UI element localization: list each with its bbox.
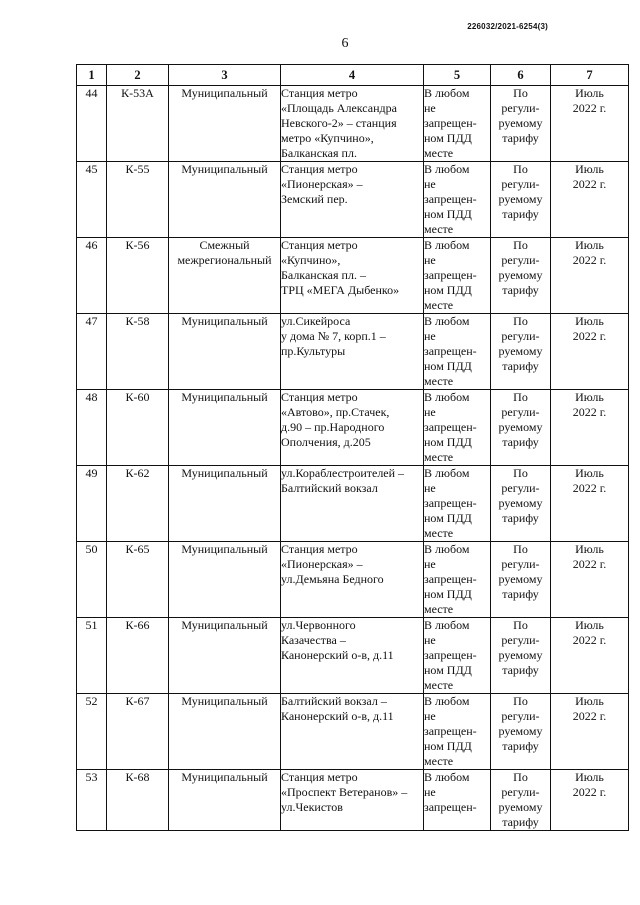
row-number-cell: 52	[77, 694, 107, 770]
route-path-cell	[281, 466, 424, 542]
cell-text-line: Станция метро	[281, 390, 358, 404]
cell-text-line: запрещен-	[424, 192, 477, 206]
route-path-cell	[281, 542, 424, 618]
cell-text-line: Балканская пл.	[281, 146, 357, 160]
cell-text-line: В любом	[424, 694, 470, 708]
cell-text-line: ном ПДД	[424, 283, 472, 297]
boarding-rule-cell	[424, 86, 491, 162]
route-type-cell	[169, 542, 281, 618]
cell-text-line: тарифу	[502, 663, 539, 677]
cell-text-line: 2022 г.	[572, 557, 607, 571]
cell-text-line: не	[424, 101, 436, 115]
cell-text-line: не	[424, 557, 436, 571]
start-date-cell	[551, 694, 629, 770]
cell-text-line: В любом	[424, 542, 470, 556]
cell-text-line: пр.Культуры	[281, 344, 346, 358]
cell-text-line: запрещен-	[424, 268, 477, 282]
cell-text-line: месте	[424, 602, 454, 616]
row-number-cell: 45	[77, 162, 107, 238]
route-number-cell: К-58	[107, 314, 169, 390]
table-row	[77, 466, 629, 542]
route-number-cell: К-56	[107, 238, 169, 314]
boarding-rule-cell	[424, 466, 491, 542]
cell-text-line: Муниципальный	[181, 466, 268, 480]
routes-table	[76, 64, 629, 831]
cell-text-line: Станция метро	[281, 238, 358, 252]
cell-text-line: тарифу	[502, 435, 539, 449]
table-header-row	[77, 65, 629, 86]
tariff-cell	[491, 162, 551, 238]
route-path-cell	[281, 314, 424, 390]
cell-text-line: Июль	[575, 618, 604, 632]
cell-text-line: Станция метро	[281, 86, 358, 100]
cell-text-line: руемому	[498, 496, 543, 510]
cell-text-line: месте	[424, 678, 454, 692]
cell-text-line: Канонерский о-в, д.11	[281, 709, 394, 723]
cell-text-line: не	[424, 177, 436, 191]
cell-text-line: регули-	[501, 557, 540, 571]
page-number: 6	[341, 36, 349, 51]
start-date-cell	[551, 542, 629, 618]
cell-text-line: тарифу	[502, 131, 539, 145]
cell-text-line: «Площадь Александра	[281, 101, 397, 115]
route-type-cell	[169, 770, 281, 831]
cell-text-line: Станция метро	[281, 770, 358, 784]
start-date-cell	[551, 466, 629, 542]
cell-text-line: месте	[424, 450, 454, 464]
cell-text-line: 2022 г.	[572, 177, 607, 191]
cell-text-line: По	[513, 86, 528, 100]
boarding-rule-cell	[424, 390, 491, 466]
cell-text-line: По	[513, 466, 528, 480]
cell-text-line: регули-	[501, 481, 540, 495]
cell-text-line: запрещен-	[424, 800, 477, 814]
route-type-cell	[169, 314, 281, 390]
route-type-cell	[169, 390, 281, 466]
row-number-cell: 44	[77, 86, 107, 162]
cell-text-line: ул.Червонного	[281, 618, 356, 632]
cell-text-line: регули-	[501, 405, 540, 419]
cell-text-line: руемому	[498, 420, 543, 434]
cell-text-line: тарифу	[502, 207, 539, 221]
start-date-cell	[551, 162, 629, 238]
cell-text-line: По	[513, 390, 528, 404]
cell-text-line: По	[513, 770, 528, 784]
column-header: 7	[551, 65, 629, 86]
cell-text-line: регули-	[501, 633, 540, 647]
cell-text-line: запрещен-	[424, 724, 477, 738]
route-number-cell: К-66	[107, 618, 169, 694]
cell-text-line: д.90 – пр.Народного	[281, 420, 385, 434]
route-number-cell: К-68	[107, 770, 169, 831]
cell-text-line: По	[513, 238, 528, 252]
document-registration-code: 226032/2021-6254(3)	[467, 22, 548, 31]
table-row	[77, 770, 629, 831]
column-header: 6	[491, 65, 551, 86]
table-row	[77, 542, 629, 618]
cell-text-line: ном ПДД	[424, 131, 472, 145]
cell-text-line: Станция метро	[281, 542, 358, 556]
cell-text-line: руемому	[498, 192, 543, 206]
tariff-cell	[491, 86, 551, 162]
table-row	[77, 618, 629, 694]
cell-text-line: месте	[424, 754, 454, 768]
row-number-cell: 47	[77, 314, 107, 390]
cell-text-line: месте	[424, 374, 454, 388]
boarding-rule-cell	[424, 238, 491, 314]
route-type-cell	[169, 618, 281, 694]
tariff-cell	[491, 238, 551, 314]
cell-text-line: руемому	[498, 648, 543, 662]
cell-text-line: не	[424, 405, 436, 419]
cell-text-line: межрегиональный	[177, 253, 272, 267]
cell-text-line: ном ПДД	[424, 435, 472, 449]
cell-text-line: месте	[424, 526, 454, 540]
cell-text-line: тарифу	[502, 739, 539, 753]
cell-text-line: 2022 г.	[572, 101, 607, 115]
cell-text-line: руемому	[498, 116, 543, 130]
cell-text-line: Балтийский вокзал	[281, 481, 378, 495]
row-number-cell: 53	[77, 770, 107, 831]
boarding-rule-cell	[424, 618, 491, 694]
cell-text-line: 2022 г.	[572, 329, 607, 343]
cell-text-line: регули-	[501, 253, 540, 267]
route-path-cell	[281, 770, 424, 831]
cell-text-line: ном ПДД	[424, 207, 472, 221]
cell-text-line: Июль	[575, 542, 604, 556]
table-row	[77, 238, 629, 314]
cell-text-line: Балтийский вокзал –	[281, 694, 387, 708]
cell-text-line: регули-	[501, 785, 540, 799]
cell-text-line: Муниципальный	[181, 390, 268, 404]
tariff-cell	[491, 618, 551, 694]
boarding-rule-cell	[424, 694, 491, 770]
route-type-cell	[169, 694, 281, 770]
table-body	[77, 86, 629, 831]
start-date-cell	[551, 770, 629, 831]
boarding-rule-cell	[424, 162, 491, 238]
cell-text-line: В любом	[424, 162, 470, 176]
cell-text-line: Казачества –	[281, 633, 346, 647]
route-number-cell: К-62	[107, 466, 169, 542]
cell-text-line: не	[424, 785, 436, 799]
row-number-cell: 46	[77, 238, 107, 314]
start-date-cell	[551, 314, 629, 390]
route-number-cell: К-67	[107, 694, 169, 770]
cell-text-line: «Пионерская» –	[281, 557, 363, 571]
cell-text-line: Июль	[575, 314, 604, 328]
cell-text-line: регули-	[501, 709, 540, 723]
cell-text-line: Балканская пл. –	[281, 268, 366, 282]
route-path-cell	[281, 390, 424, 466]
cell-text-line: регули-	[501, 329, 540, 343]
cell-text-line: ном ПДД	[424, 739, 472, 753]
cell-text-line: По	[513, 542, 528, 556]
cell-text-line: регули-	[501, 177, 540, 191]
route-path-cell	[281, 86, 424, 162]
cell-text-line: 2022 г.	[572, 253, 607, 267]
cell-text-line: В любом	[424, 314, 470, 328]
cell-text-line: метро «Купчино»,	[281, 131, 374, 145]
cell-text-line: 2022 г.	[572, 405, 607, 419]
cell-text-line: Муниципальный	[181, 162, 268, 176]
cell-text-line: ул.Кораблестроителей –	[281, 466, 405, 480]
column-header: 5	[424, 65, 491, 86]
cell-text-line: 2022 г.	[572, 481, 607, 495]
route-path-cell	[281, 618, 424, 694]
cell-text-line: руемому	[498, 724, 543, 738]
table-row	[77, 694, 629, 770]
cell-text-line: месте	[424, 298, 454, 312]
table-row	[77, 162, 629, 238]
cell-text-line: По	[513, 314, 528, 328]
column-header: 4	[281, 65, 424, 86]
cell-text-line: В любом	[424, 618, 470, 632]
cell-text-line: 2022 г.	[572, 709, 607, 723]
tariff-cell	[491, 542, 551, 618]
tariff-cell	[491, 466, 551, 542]
cell-text-line: ул.Сикейроса	[281, 314, 351, 328]
route-path-cell	[281, 238, 424, 314]
cell-text-line: По	[513, 618, 528, 632]
cell-text-line: тарифу	[502, 511, 539, 525]
cell-text-line: Муниципальный	[181, 314, 268, 328]
route-type-cell	[169, 86, 281, 162]
cell-text-line: не	[424, 633, 436, 647]
cell-text-line: руемому	[498, 344, 543, 358]
cell-text-line: запрещен-	[424, 648, 477, 662]
cell-text-line: руемому	[498, 572, 543, 586]
cell-text-line: регули-	[501, 101, 540, 115]
cell-text-line: не	[424, 329, 436, 343]
table-row	[77, 390, 629, 466]
cell-text-line: тарифу	[502, 359, 539, 373]
route-type-cell	[169, 238, 281, 314]
boarding-rule-cell	[424, 770, 491, 831]
route-path-cell	[281, 694, 424, 770]
cell-text-line: 2022 г.	[572, 785, 607, 799]
table-row	[77, 314, 629, 390]
cell-text-line: В любом	[424, 770, 470, 784]
cell-text-line: запрещен-	[424, 344, 477, 358]
tariff-cell	[491, 770, 551, 831]
cell-text-line: В любом	[424, 86, 470, 100]
cell-text-line: Невского-2» – станция	[281, 116, 397, 130]
cell-text-line: В любом	[424, 390, 470, 404]
cell-text-line: Июль	[575, 162, 604, 176]
row-number-cell: 49	[77, 466, 107, 542]
column-header: 1	[77, 65, 107, 86]
cell-text-line: ул.Чекистов	[281, 800, 343, 814]
cell-text-line: «Пионерская» –	[281, 177, 363, 191]
route-path-cell	[281, 162, 424, 238]
cell-text-line: Муниципальный	[181, 86, 268, 100]
start-date-cell	[551, 86, 629, 162]
tariff-cell	[491, 314, 551, 390]
cell-text-line: Канонерский о-в, д.11	[281, 648, 394, 662]
cell-text-line: ном ПДД	[424, 587, 472, 601]
cell-text-line: не	[424, 253, 436, 267]
route-type-cell	[169, 466, 281, 542]
cell-text-line: ТРЦ «МЕГА Дыбенко»	[281, 283, 400, 297]
start-date-cell	[551, 618, 629, 694]
cell-text-line: не	[424, 481, 436, 495]
cell-text-line: «Проспект Ветеранов» –	[281, 785, 408, 799]
cell-text-line: «Автово», пр.Стачек,	[281, 405, 390, 419]
cell-text-line: Июль	[575, 466, 604, 480]
table-row	[77, 86, 629, 162]
cell-text-line: Муниципальный	[181, 694, 268, 708]
cell-text-line: Июль	[575, 694, 604, 708]
cell-text-line: у дома № 7, корп.1 –	[281, 329, 386, 343]
route-number-cell: К-65	[107, 542, 169, 618]
cell-text-line: Июль	[575, 770, 604, 784]
row-number-cell: 51	[77, 618, 107, 694]
cell-text-line: В любом	[424, 466, 470, 480]
column-header: 2	[107, 65, 169, 86]
cell-text-line: Муниципальный	[181, 770, 268, 784]
cell-text-line: тарифу	[502, 587, 539, 601]
cell-text-line: Июль	[575, 390, 604, 404]
cell-text-line: руемому	[498, 268, 543, 282]
cell-text-line: месте	[424, 146, 454, 160]
row-number-cell: 48	[77, 390, 107, 466]
cell-text-line: Июль	[575, 238, 604, 252]
start-date-cell	[551, 390, 629, 466]
cell-text-line: Июль	[575, 86, 604, 100]
cell-text-line: В любом	[424, 238, 470, 252]
boarding-rule-cell	[424, 314, 491, 390]
cell-text-line: Земский пер.	[281, 192, 348, 206]
cell-text-line: запрещен-	[424, 420, 477, 434]
cell-text-line: Муниципальный	[181, 618, 268, 632]
route-number-cell: К-53А	[107, 86, 169, 162]
column-header: 3	[169, 65, 281, 86]
cell-text-line: ном ПДД	[424, 663, 472, 677]
cell-text-line: По	[513, 162, 528, 176]
start-date-cell	[551, 238, 629, 314]
cell-text-line: Станция метро	[281, 162, 358, 176]
route-number-cell: К-55	[107, 162, 169, 238]
cell-text-line: 2022 г.	[572, 633, 607, 647]
cell-text-line: Ополчения, д.205	[281, 435, 371, 449]
cell-text-line: «Купчино»,	[281, 253, 341, 267]
row-number-cell: 50	[77, 542, 107, 618]
cell-text-line: Смежный	[199, 238, 250, 252]
boarding-rule-cell	[424, 542, 491, 618]
cell-text-line: запрещен-	[424, 116, 477, 130]
cell-text-line: месте	[424, 222, 454, 236]
cell-text-line: ном ПДД	[424, 511, 472, 525]
tariff-cell	[491, 390, 551, 466]
cell-text-line: тарифу	[502, 283, 539, 297]
tariff-cell	[491, 694, 551, 770]
cell-text-line: тарифу	[502, 815, 539, 829]
route-type-cell	[169, 162, 281, 238]
cell-text-line: По	[513, 694, 528, 708]
cell-text-line: запрещен-	[424, 496, 477, 510]
cell-text-line: не	[424, 709, 436, 723]
cell-text-line: ном ПДД	[424, 359, 472, 373]
cell-text-line: запрещен-	[424, 572, 477, 586]
cell-text-line: руемому	[498, 800, 543, 814]
route-number-cell: К-60	[107, 390, 169, 466]
cell-text-line: ул.Демьяна Бедного	[281, 572, 384, 586]
cell-text-line: Муниципальный	[181, 542, 268, 556]
